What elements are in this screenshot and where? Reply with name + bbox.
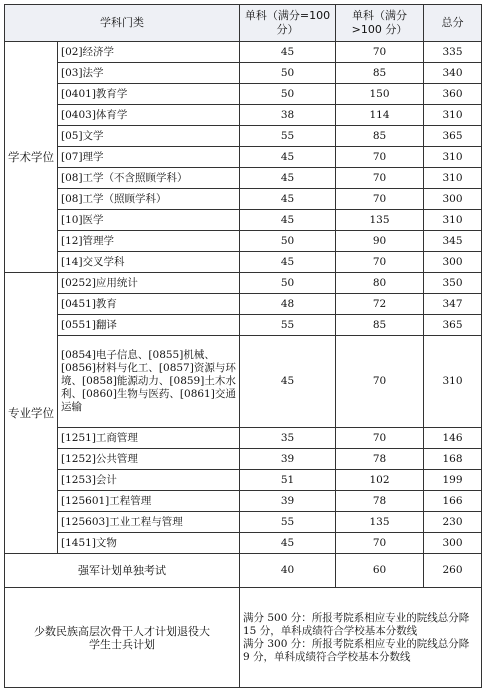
score-total: 300 (424, 189, 482, 210)
score-single-100: 35 (240, 428, 336, 449)
score-total: 300 (424, 252, 482, 273)
score-single-gt-100: 70 (336, 336, 424, 428)
table-row (5, 336, 482, 428)
subject-name: [1251]工商管理 (58, 428, 240, 449)
table-row (5, 449, 482, 470)
score-single-100: 39 (240, 449, 336, 470)
special-label-minority: 少数民族高层次骨干人才计划退役大学生士兵计划 (5, 588, 240, 688)
table-row (5, 147, 482, 168)
score-single-gt-100: 78 (336, 449, 424, 470)
score-single-100: 48 (240, 294, 336, 315)
score-single-100: 45 (240, 42, 336, 63)
score-single-100: 38 (240, 105, 336, 126)
score-single-gt-100: 70 (336, 42, 424, 63)
special-label-strong-army: 强军计划单独考试 (5, 554, 240, 588)
table-row (5, 189, 482, 210)
special-note (240, 588, 482, 688)
table-row (5, 168, 482, 189)
table-row (5, 428, 482, 449)
subject-name: [08]工学（照顾学科） (58, 189, 240, 210)
table-row (5, 273, 482, 294)
table-row (5, 470, 482, 491)
score-single-gt-100: 80 (336, 273, 424, 294)
score-single-100: 55 (240, 315, 336, 336)
subject-name: [0403]体育学 (58, 105, 240, 126)
score-single-100: 50 (240, 231, 336, 252)
subject-name: [05]文学 (58, 126, 240, 147)
score-single-gt-100: 150 (336, 84, 424, 105)
subject-name: [12]管理学 (58, 231, 240, 252)
score-single-gt-100: 135 (336, 512, 424, 533)
score-total: 146 (424, 428, 482, 449)
score-total: 345 (424, 231, 482, 252)
note-300: 满分 300 分：所报考院系相应专业的院线总分降 9 分，单科成绩符合学校基本分数线 (243, 637, 470, 663)
score-total: 365 (424, 126, 482, 147)
score-single-gt-100: 70 (336, 533, 424, 554)
score-total: 350 (424, 273, 482, 294)
score-single-100: 55 (240, 512, 336, 533)
subject-name: [0854]电子信息、[0855]机械、[0856]材料与化工、[0857]资源与环境、[0858]能源动力、[0859]土木水利、[0860]生物与医药、[0861]交通运输 (58, 336, 240, 428)
score-total: 340 (424, 63, 482, 84)
table-row (5, 533, 482, 554)
header-single-100: 单科（满分=100 分） (240, 5, 336, 42)
score-total: 230 (424, 512, 482, 533)
subject-name: [1451]文物 (58, 533, 240, 554)
subject-name: [10]医学 (58, 210, 240, 231)
score-single-100: 50 (240, 63, 336, 84)
table-row (5, 252, 482, 273)
subject-name: [125601]工程管理 (58, 491, 240, 512)
score-total: 365 (424, 315, 482, 336)
score-single-100: 45 (240, 533, 336, 554)
score-single-100: 55 (240, 126, 336, 147)
table-row (5, 126, 482, 147)
score-single-gt-100: 114 (336, 105, 424, 126)
group-label-professional: 专业学位 (5, 273, 58, 554)
table-row (5, 491, 482, 512)
score-single-gt-100: 70 (336, 252, 424, 273)
table-row (5, 210, 482, 231)
score-single-gt-100: 60 (336, 554, 424, 588)
score-single-100: 45 (240, 147, 336, 168)
score-single-100: 45 (240, 210, 336, 231)
score-single-100: 51 (240, 470, 336, 491)
score-table (4, 4, 482, 688)
header-total: 总分 (424, 5, 482, 42)
score-single-gt-100: 70 (336, 189, 424, 210)
score-total: 310 (424, 105, 482, 126)
note-500: 满分 500 分：所报考院系相应专业的院线总分降 15 分，单科成绩符合学校基本分数线 (243, 611, 470, 637)
subject-name: [14]交叉学科 (58, 252, 240, 273)
subject-name: [08]工学（不含照顾学科） (58, 168, 240, 189)
score-total: 166 (424, 491, 482, 512)
subject-name: [03]法学 (58, 63, 240, 84)
header-single-gt-100: 单科（满分>100 分） (336, 5, 424, 42)
table-row (5, 105, 482, 126)
table-row (5, 512, 482, 533)
subject-name: [125603]工业工程与管理 (58, 512, 240, 533)
score-single-100: 39 (240, 491, 336, 512)
score-single-gt-100: 70 (336, 428, 424, 449)
score-total: 199 (424, 470, 482, 491)
score-single-gt-100: 102 (336, 470, 424, 491)
score-total: 310 (424, 336, 482, 428)
subject-name: [0451]教育 (58, 294, 240, 315)
header-row (5, 5, 482, 42)
score-single-100: 40 (240, 554, 336, 588)
score-total: 310 (424, 210, 482, 231)
score-single-100: 45 (240, 189, 336, 210)
score-total: 360 (424, 84, 482, 105)
score-single-100: 50 (240, 84, 336, 105)
table-row (5, 315, 482, 336)
table-row (5, 42, 482, 63)
table-row (5, 231, 482, 252)
subject-name: [0551]翻译 (58, 315, 240, 336)
score-single-gt-100: 70 (336, 168, 424, 189)
subject-name: [02]经济学 (58, 42, 240, 63)
header-category: 学科门类 (5, 5, 240, 42)
score-single-100: 50 (240, 273, 336, 294)
special-row-minority (5, 588, 482, 688)
score-total: 310 (424, 147, 482, 168)
table-row (5, 294, 482, 315)
score-single-gt-100: 70 (336, 147, 424, 168)
score-total: 300 (424, 533, 482, 554)
subject-name: [0401]教育学 (58, 84, 240, 105)
score-total: 168 (424, 449, 482, 470)
subject-name: [1253]会计 (58, 470, 240, 491)
score-single-gt-100: 85 (336, 63, 424, 84)
subject-name: [07]理学 (58, 147, 240, 168)
score-single-100: 45 (240, 336, 336, 428)
special-row-strong-army (5, 554, 482, 588)
score-table-body (5, 5, 482, 688)
table-row (5, 63, 482, 84)
score-total: 347 (424, 294, 482, 315)
score-total: 310 (424, 168, 482, 189)
score-single-gt-100: 85 (336, 315, 424, 336)
score-single-gt-100: 72 (336, 294, 424, 315)
score-single-100: 45 (240, 252, 336, 273)
score-total: 260 (424, 554, 482, 588)
score-single-gt-100: 135 (336, 210, 424, 231)
score-single-gt-100: 90 (336, 231, 424, 252)
table-row (5, 84, 482, 105)
score-single-gt-100: 78 (336, 491, 424, 512)
group-label-academic: 学术学位 (5, 42, 58, 273)
score-single-100: 45 (240, 168, 336, 189)
score-total: 335 (424, 42, 482, 63)
score-single-gt-100: 85 (336, 126, 424, 147)
subject-name: [1252]公共管理 (58, 449, 240, 470)
subject-name: [0252]应用统计 (58, 273, 240, 294)
